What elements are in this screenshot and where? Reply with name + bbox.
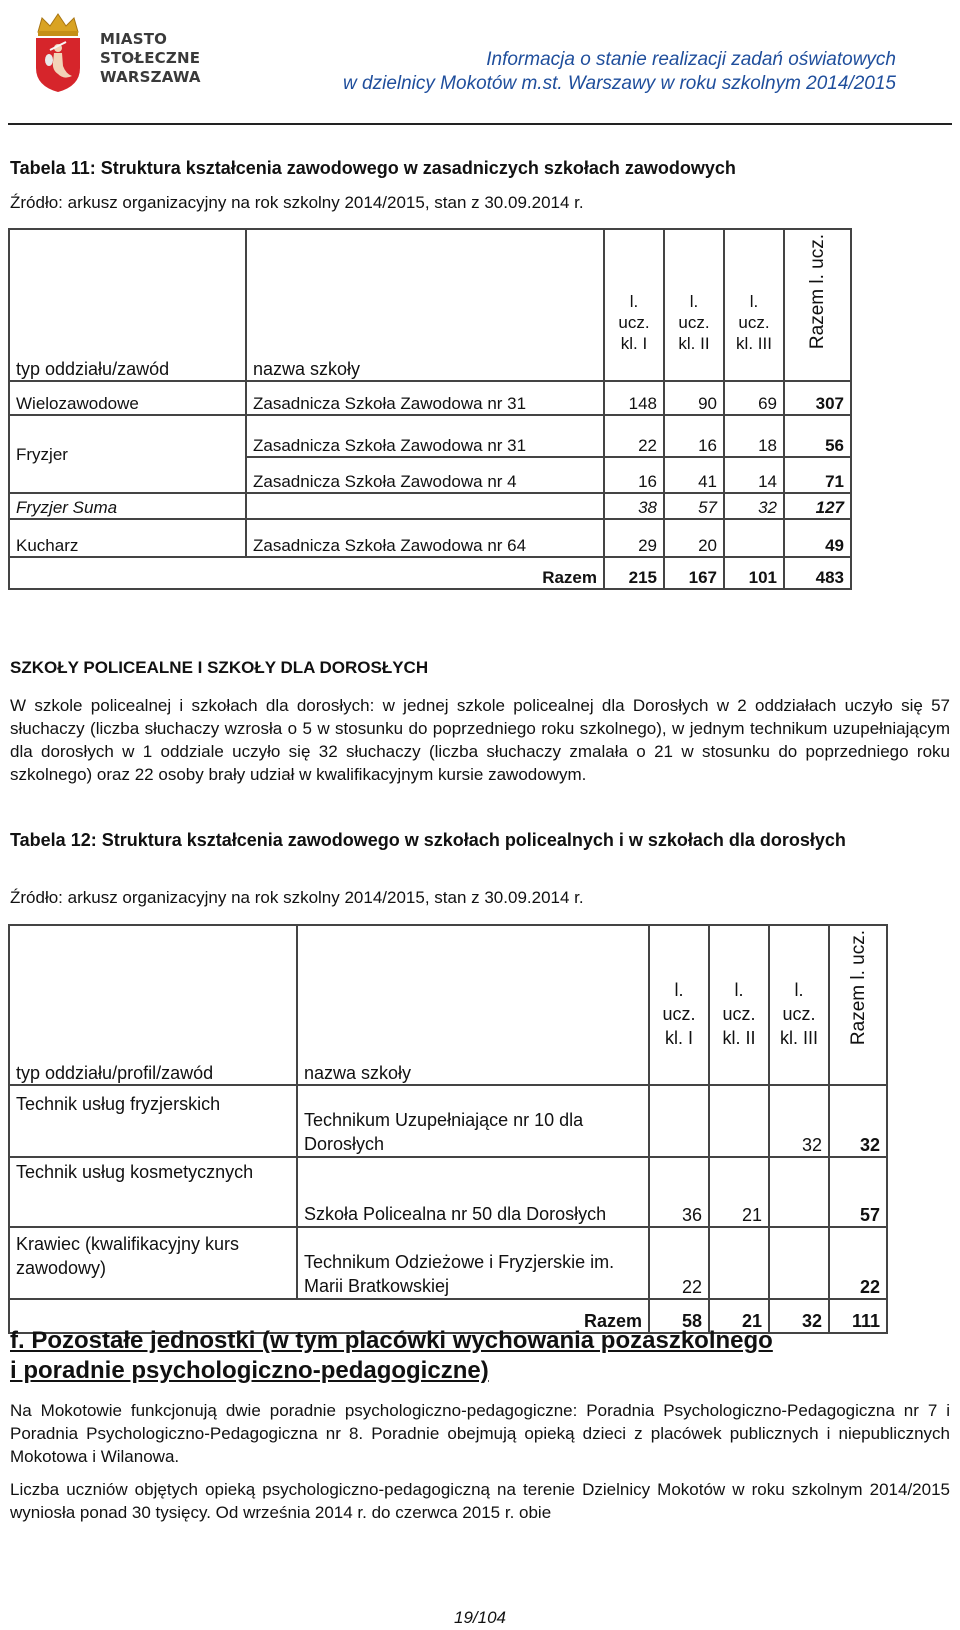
header-class-1 xyxy=(649,925,709,1085)
cell-class-2: 21 xyxy=(709,1157,769,1227)
cell-class-1: 36 xyxy=(649,1157,709,1227)
cell-class-1: 29 xyxy=(604,519,664,557)
cell-class-3 xyxy=(769,1227,829,1299)
header-text: l. xyxy=(749,292,759,311)
cell-class-2: 41 xyxy=(664,457,724,493)
cell-class-3: 18 xyxy=(724,415,784,457)
section-f-heading-line-1: f. Pozostałe jednostki (w tym placówki wychowania pozaszkolnego xyxy=(10,1327,773,1354)
section-f-paragraph-1: Na Mokotowie funkcjonują dwie poradnie psychologiczno-pedagogiczne: Poradnia Psychologiczno-Pedagogiczna nr 7 i Poradnia Psychologiczno-Pedagogiczna nr 8. Poradnie obejmują opieką dzieci z placówek publicznych i niepublicznych Mokotowa i Wilanowa. xyxy=(10,1401,950,1466)
logo-line: WARSZAWA xyxy=(100,68,201,86)
cell-class-2: 57 xyxy=(664,493,724,519)
table12-source: Źródło: arkusz organizacyjny na rok szkolny 2014/2015, stan z 30.09.2014 r. xyxy=(10,888,584,907)
header-class-2 xyxy=(664,229,724,381)
cell-school: Szkoła Policealna nr 50 dla Dorosłych xyxy=(297,1157,649,1227)
cell-class-1: 38 xyxy=(604,493,664,519)
header-type: typ oddziału/profil/zawód xyxy=(9,925,297,1085)
table-row-subtotal xyxy=(9,493,851,519)
header-class-3 xyxy=(724,229,784,381)
cell-school: Technikum Uzupełniające nr 10 dla Dorosłych xyxy=(297,1085,649,1157)
logo-wordmark xyxy=(100,30,201,87)
warsaw-coat-of-arms-logo xyxy=(28,12,88,94)
cell-total: 49 xyxy=(784,519,851,557)
header-text: ucz. xyxy=(782,1004,816,1024)
header-text: kl. III xyxy=(736,334,772,353)
cell-class-2: 90 xyxy=(664,381,724,415)
cell-school xyxy=(246,493,604,519)
logo-line: MIASTO xyxy=(100,30,168,48)
cell-class-3 xyxy=(769,1157,829,1227)
table-row xyxy=(9,1227,887,1299)
header-text: ucz. xyxy=(662,1004,696,1024)
section-f-paragraph-2: Liczba uczniów objętych opieką psychologiczno-pedagogiczną na terenie Dzielnicy Mokotów w roku szkolnym 2014/2015 wyniosła ponad 30 tysięcy. Od września 2014 r. do czerwca 2015 r. obie xyxy=(10,1480,950,1522)
sum-class-2: 167 xyxy=(664,557,724,589)
section-paragraph: W szkole policealnej i szkołach dla dorosłych: w jednej szkole policealnej dla Dorosłych w 2 oddziałach uczyło się 57 słuchaczy (liczba słuchaczy wzrosła o 5 w stosunku do poprzedniego roku szkolnego), w jednym technikum uzupełniającym dla dorosłych w 1 oddziale uczyło się 32 słuchaczy (liczba słuchaczy zmalała o 21 w stosunku do poprzedniego roku szkolnego) oraz 22 osoby brały udział w kwalifikacyjnym kursie zawodowym. xyxy=(10,696,950,784)
cell-school: Zasadnicza Szkoła Zawodowa nr 64 xyxy=(246,519,604,557)
cell-type: Wielozawodowe xyxy=(9,381,246,415)
table-header-row xyxy=(9,925,887,1085)
header-class-3 xyxy=(769,925,829,1085)
table-header-row xyxy=(9,229,851,381)
table11 xyxy=(8,228,852,590)
cell-total: 32 xyxy=(829,1085,887,1157)
cell-school: Zasadnicza Szkoła Zawodowa nr 31 xyxy=(246,415,604,457)
header-type: typ oddziału/zawód xyxy=(9,229,246,381)
document-header-title xyxy=(343,48,896,96)
sum-total: 483 xyxy=(784,557,851,589)
header-school: nazwa szkoły xyxy=(297,925,649,1085)
header-text: ucz. xyxy=(722,1004,756,1024)
cell-class-1: 148 xyxy=(604,381,664,415)
cell-class-3 xyxy=(724,519,784,557)
cell-class-3: 14 xyxy=(724,457,784,493)
sum-class-3: 101 xyxy=(724,557,784,589)
cell-school: Zasadnicza Szkoła Zawodowa nr 31 xyxy=(246,381,604,415)
sum-class-2: 21 xyxy=(709,1299,769,1333)
cell-total: 71 xyxy=(784,457,851,493)
logo-line: STOŁECZNE xyxy=(100,49,201,67)
header-text: ucz. xyxy=(678,313,710,332)
table11-caption: Tabela 11: Struktura kształcenia zawodowego w zasadniczych szkołach zawodowych xyxy=(10,158,736,178)
cell-class-1: 22 xyxy=(604,415,664,457)
table12 xyxy=(8,924,888,1334)
table-row xyxy=(9,415,851,457)
cell-class-2: 20 xyxy=(664,519,724,557)
header-school: nazwa szkoły xyxy=(246,229,604,381)
header-text: kl. III xyxy=(779,1028,818,1048)
header-class-1 xyxy=(604,229,664,381)
header-total-text: Razem l. ucz. xyxy=(847,930,869,1046)
sum-class-1: 58 xyxy=(649,1299,709,1333)
cell-class-2: 16 xyxy=(664,415,724,457)
cell-class-3: 32 xyxy=(724,493,784,519)
table12-caption: Tabela 12: Struktura kształcenia zawodowego w szkołach policealnych i w szkołach dla dorosłych xyxy=(10,830,846,850)
sum-total: 111 xyxy=(829,1299,887,1333)
header-text: l. xyxy=(629,292,639,311)
header-total xyxy=(829,925,887,1085)
section-f-heading xyxy=(10,1326,773,1386)
header-total xyxy=(784,229,851,381)
section-f-heading-line-2: i poradnie psychologiczno-pedagogiczne) xyxy=(10,1357,489,1384)
cell-class-2 xyxy=(709,1227,769,1299)
cell-total: 22 xyxy=(829,1227,887,1299)
header-text: l. xyxy=(734,980,744,1000)
table-row xyxy=(9,519,851,557)
cell-total: 307 xyxy=(784,381,851,415)
cell-total: 127 xyxy=(784,493,851,519)
header-divider xyxy=(8,123,952,125)
header-text: l. xyxy=(689,292,699,311)
header-text: kl. II xyxy=(678,334,710,353)
cell-school: Zasadnicza Szkoła Zawodowa nr 4 xyxy=(246,457,604,493)
sum-class-1: 215 xyxy=(604,557,664,589)
cell-type: Technik usług fryzjerskich xyxy=(9,1085,297,1157)
cell-class-3: 32 xyxy=(769,1085,829,1157)
cell-type: Technik usług kosmetycznych xyxy=(9,1157,297,1227)
table-row xyxy=(9,1085,887,1157)
header-text: l. xyxy=(674,980,684,1000)
sum-label: Razem xyxy=(9,1299,649,1333)
table-sum-row xyxy=(9,557,851,589)
table-row xyxy=(9,381,851,415)
header-text: ucz. xyxy=(618,313,650,332)
cell-class-3: 69 xyxy=(724,381,784,415)
cell-class-1: 16 xyxy=(604,457,664,493)
cell-class-1: 22 xyxy=(649,1227,709,1299)
cell-type: Krawiec (kwalifikacyjny kurs zawodowy) xyxy=(9,1227,297,1299)
sum-class-3: 32 xyxy=(769,1299,829,1333)
table11-source: Źródło: arkusz organizacyjny na rok szkolny 2014/2015, stan z 30.09.2014 r. xyxy=(10,193,584,212)
header-text: kl. II xyxy=(722,1028,756,1048)
header-title-line-2: w dzielnicy Mokotów m.st. Warszawy w roku szkolnym 2014/2015 xyxy=(343,73,896,94)
cell-total: 56 xyxy=(784,415,851,457)
cell-school: Technikum Odzieżowe i Fryzjerskie im. Marii Bratkowskiej xyxy=(297,1227,649,1299)
header-title-line-1: Informacja o stanie realizacji zadań oświatowych xyxy=(486,49,896,70)
section-heading: SZKOŁY POLICEALNE I SZKOŁY DLA DOROSŁYCH xyxy=(10,658,429,677)
cell-class-2 xyxy=(709,1085,769,1157)
header-text: l. xyxy=(794,980,804,1000)
cell-total: 57 xyxy=(829,1157,887,1227)
cell-type: Fryzjer Suma xyxy=(9,493,246,519)
sum-label: Razem xyxy=(9,557,604,589)
page-number: 19/104 xyxy=(454,1608,506,1627)
cell-type: Fryzjer xyxy=(9,415,246,493)
cell-class-1 xyxy=(649,1085,709,1157)
header-text: kl. I xyxy=(620,334,648,353)
cell-type: Kucharz xyxy=(9,519,246,557)
header-total-text: Razem l. ucz. xyxy=(807,234,828,350)
table-row xyxy=(9,1157,887,1227)
header-text: kl. I xyxy=(664,1028,693,1048)
header-text: ucz. xyxy=(738,313,770,332)
header-class-2 xyxy=(709,925,769,1085)
